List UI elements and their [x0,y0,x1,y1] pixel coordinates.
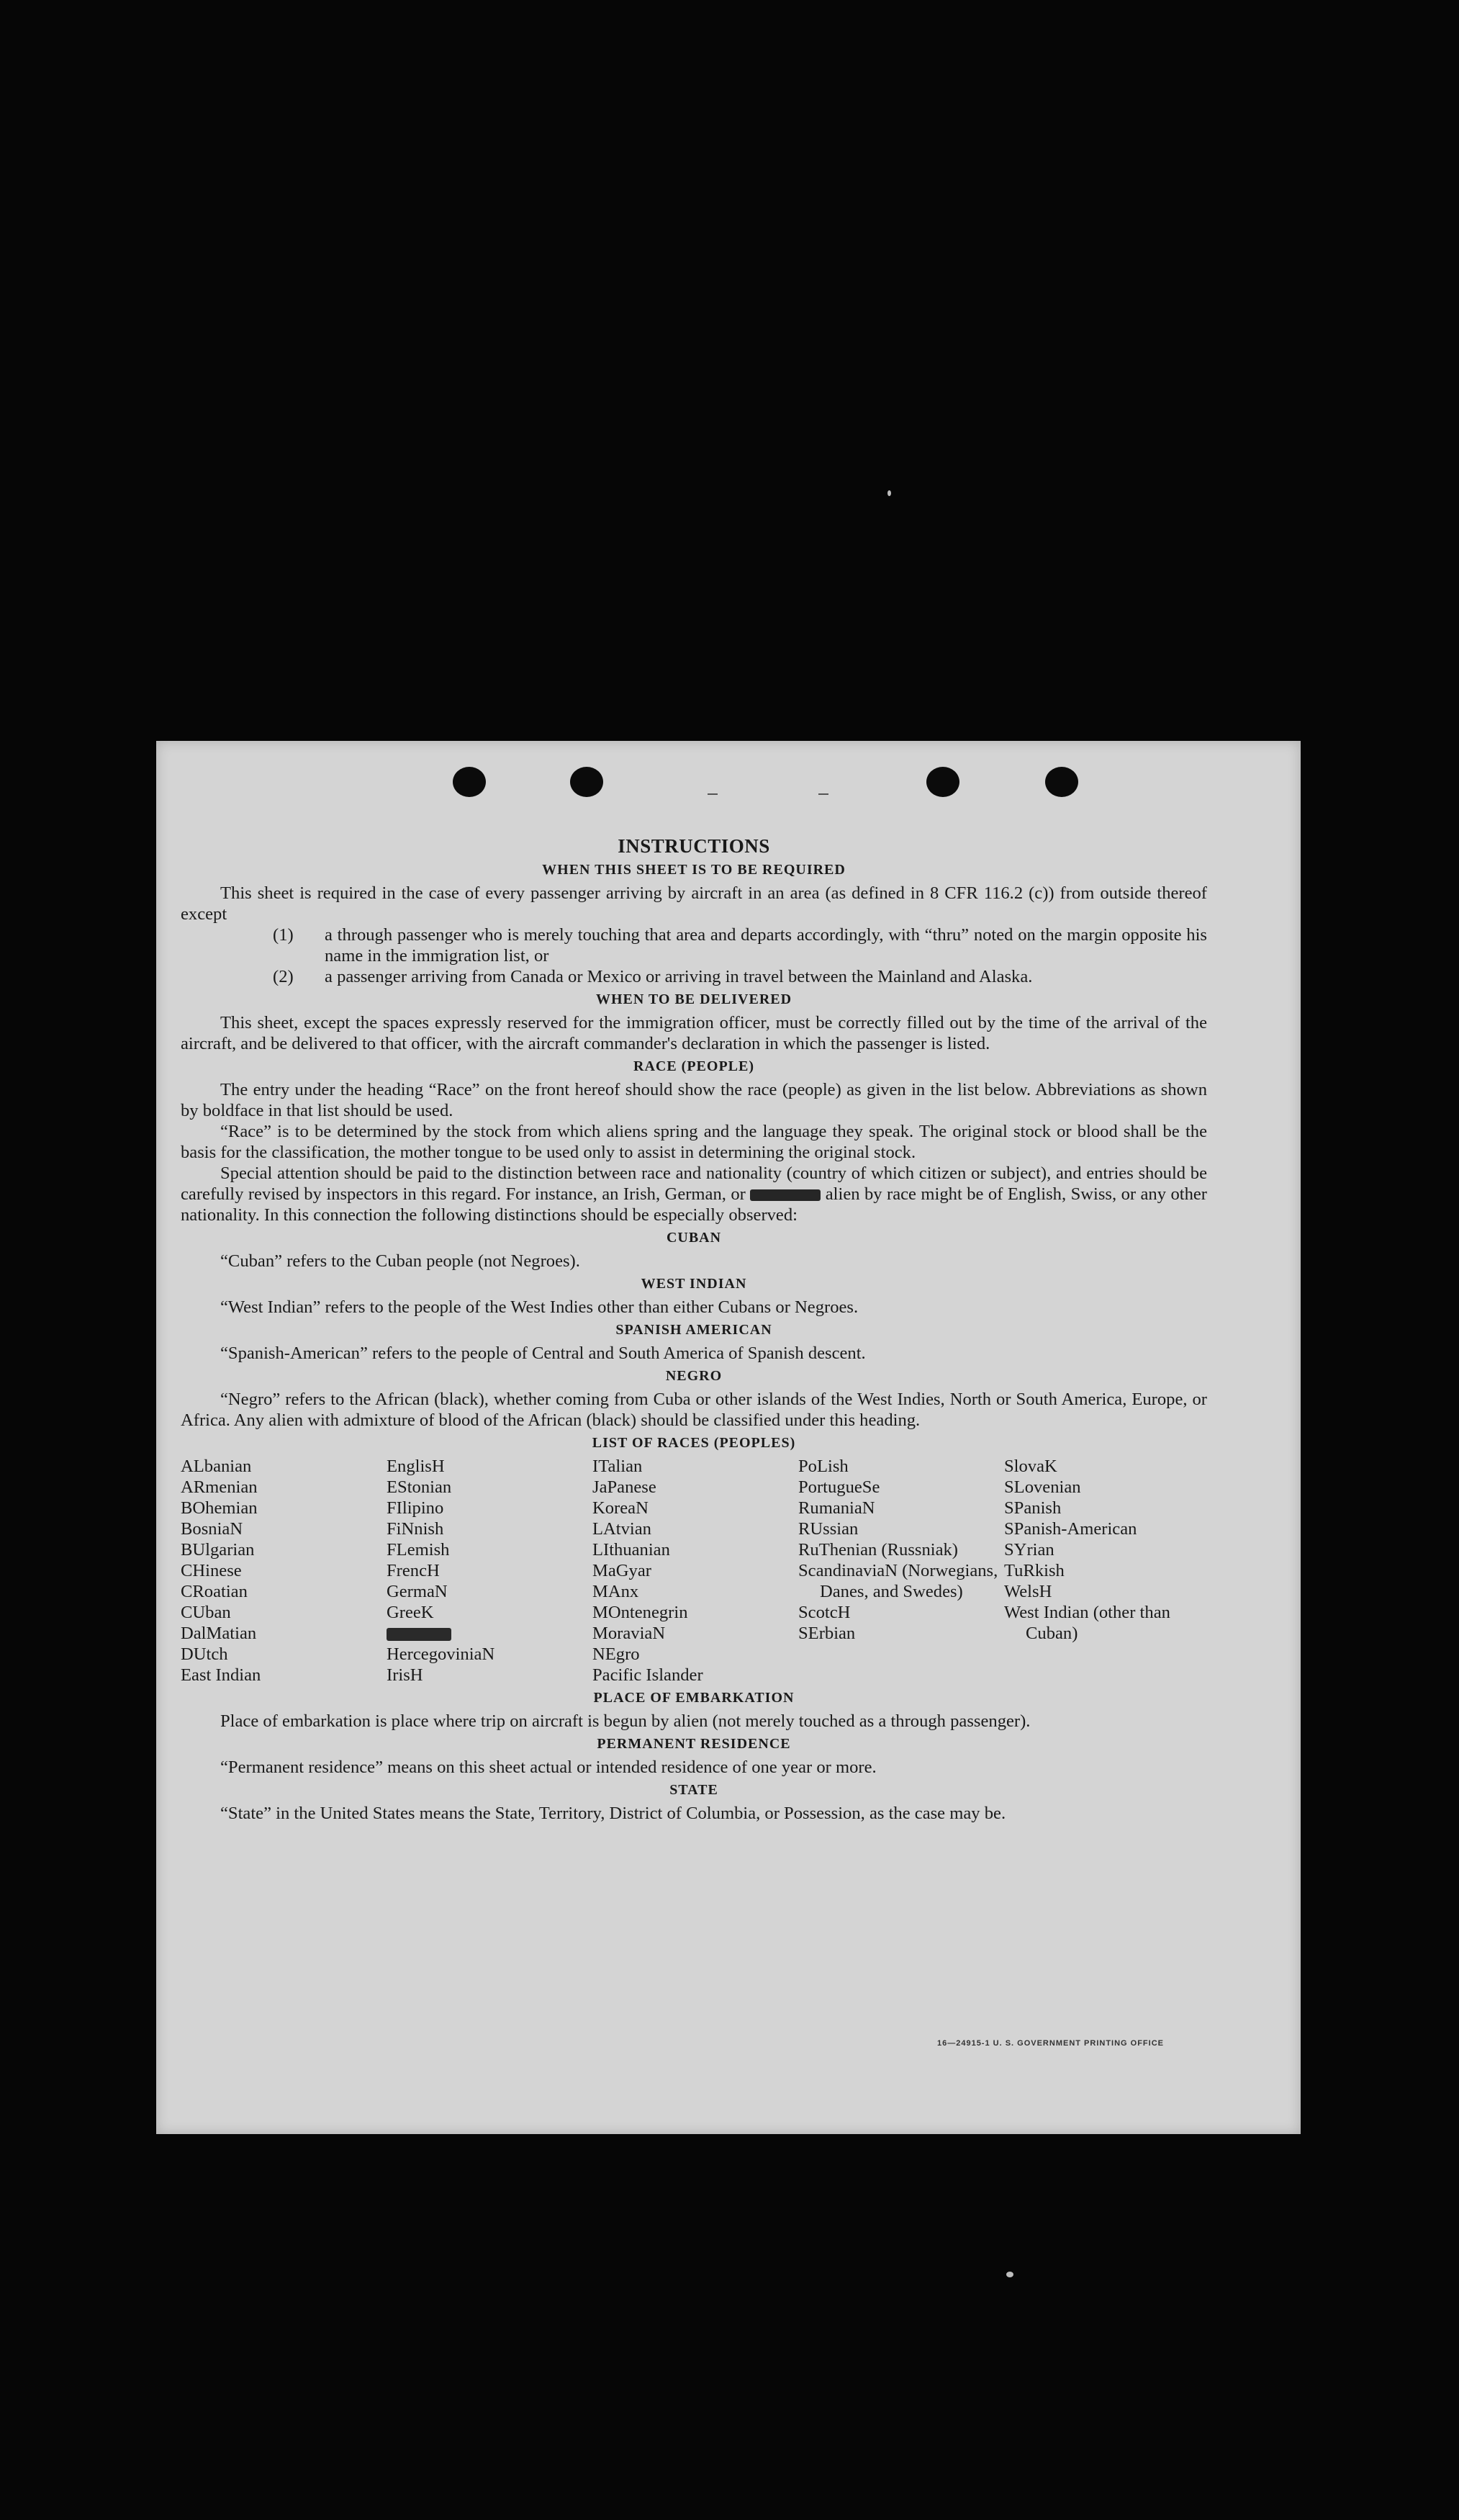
edge-mark [708,793,718,795]
race-entry: HercegoviniaN [387,1644,495,1664]
list-item [181,924,1207,966]
residence-text: “Permanent residence” means on this sheet actual or intended residence of one year or more. [220,1758,877,1777]
race-entry: KoreaN [592,1498,649,1518]
redaction-mark [750,1189,821,1201]
race-entry: BUlgarian [181,1540,255,1560]
races-column-3 [592,1456,798,1686]
page-title: INSTRUCTIONS [618,835,770,857]
race-entry: MaGyar [592,1561,651,1580]
section-heading-west-indian: WEST INDIAN [641,1276,747,1292]
races-column-4 [798,1456,1004,1686]
instructions-body [181,835,1207,1824]
redaction-mark [387,1628,451,1641]
spanish-american-text: “Spanish-American” refers to the people of Central and South America of Spanish descent. [220,1344,866,1363]
section-heading-embarkation: PLACE OF EMBARKATION [593,1690,795,1706]
negro-text: “Negro” refers to the African (black), whether coming from Cuba or other islands of the West Indies, North or South America, Europe, or Africa. Any alien with admixture of blood of the African (black) should be classified under this heading. [181,1390,1207,1430]
punch-hole [926,767,959,797]
scan-speck [1006,2272,1013,2277]
when-required-intro: This sheet is required in the case of every passenger arriving by aircraft in an area (as defined in 8 CFR 116.2 (c)) from outside thereof except [181,883,1207,924]
race-entry: FiNnish [387,1519,444,1539]
race-entry: WelsH [1004,1582,1052,1601]
race-entry: NEgro [592,1644,640,1664]
punch-hole [453,767,486,797]
race-entry: PortugueSe [798,1477,880,1497]
race-entry: PoLish [798,1457,849,1476]
race-paragraph-2: “Race” is to be determined by the stock from which aliens spring and the language they speak. The original stock or blood shall be the basis for the classification, the mother tongue to be used only to assist in determining the original stock. [181,1122,1207,1162]
punch-hole [570,767,603,797]
cuban-text: “Cuban” refers to the Cuban people (not Negroes). [220,1251,580,1271]
race-entry: SlovaK [1004,1457,1057,1476]
list-item-number: (2) [273,967,294,986]
race-entry: CRoatian [181,1582,248,1601]
race-entry: RUssian [798,1519,859,1539]
race-paragraph-3 [181,1163,1207,1225]
list-item-text: a passenger arriving from Canada or Mexico or arriving in travel between the Mainland and Alaska. [325,967,1033,986]
race-entry: EnglisH [387,1457,445,1476]
race-entry: MOntenegrin [592,1603,688,1622]
printer-imprint: 16—24915-1 U. S. GOVERNMENT PRINTING OFFICE [936,2039,1164,2048]
race-entry: ScotcH [798,1603,851,1622]
races-column-2 [387,1456,592,1686]
race-entry: FLemish [387,1540,450,1560]
west-indian-text: “West Indian” refers to the people of the West Indies other than either Cubans or Negroes. [220,1297,859,1317]
section-heading-spanish-american: SPANISH AMERICAN [615,1322,772,1338]
race-entry: RuThenian (Russniak) [798,1540,958,1560]
section-heading-residence: PERMANENT RESIDENCE [597,1736,791,1752]
race-entry: Pacific Islander [592,1665,703,1685]
race-entry: FrencH [387,1561,440,1580]
race-entry: ALbanian [181,1457,252,1476]
race-entry: BOhemian [181,1498,258,1518]
race-entry: DUtch [181,1644,228,1664]
section-heading-state: STATE [669,1782,718,1798]
race-entry: SYrian [1004,1540,1054,1560]
race-entry: FIlipino [387,1498,444,1518]
races-column-1 [181,1456,387,1686]
section-heading-cuban: CUBAN [666,1230,722,1246]
race-entry: CHinese [181,1561,242,1580]
race-entry: DalMatian [181,1624,257,1643]
punch-hole [1045,767,1078,797]
race-entry: SErbian [798,1624,856,1643]
races-column-5 [1004,1456,1207,1686]
state-text: “State” in the United States means the State, Territory, District of Columbia, or Possession, as the case may be. [220,1804,1006,1823]
race-entry: GermaN [387,1582,448,1601]
race-entry: RumaniaN [798,1498,875,1518]
race-paragraph-1: The entry under the heading “Race” on the front hereof should show the race (people) as given in the list below. Abbreviations as shown by boldface in that list should be used. [181,1080,1207,1120]
race-entry: GreeK [387,1603,434,1622]
section-heading-when-delivered: WHEN TO BE DELIVERED [595,991,792,1007]
edge-mark [818,793,828,795]
race-entry: MAnx [592,1582,639,1601]
race-entry: MoraviaN [592,1624,666,1643]
race-entry: BosniaN [181,1519,243,1539]
section-heading-negro: NEGRO [665,1368,723,1384]
list-item-text: a through passenger who is merely touching that area and departs accordingly, with “thru” noted on the margin opposite his name in the immigration list, or [325,925,1207,966]
race-entry: LAtvian [592,1519,651,1539]
race-entry: SPanish [1004,1498,1062,1518]
race-entry: ScandinaviaN (Norwegians, Danes, and Swedes) [798,1561,998,1601]
race-paragraph-3-part-b: alien by race might be of English, Swiss, or any other nationality. In this connection the following distinctions should be especially observed: [181,1184,1207,1225]
race-entry: SPanish-American [1004,1519,1137,1539]
race-entry: ARmenian [181,1477,258,1497]
race-entry: SLovenian [1004,1477,1081,1497]
race-entry: East Indian [181,1665,261,1685]
scan-speck [887,490,891,496]
when-delivered-text: This sheet, except the spaces expressly reserved for the immigration officer, must be correctly filled out by the time of the arrival of the aircraft, and be delivered to that officer, with the aircraft commander's declaration in which the passenger is listed. [181,1013,1207,1053]
race-entry-redacted [387,1623,592,1644]
race-entry: ITalian [592,1457,643,1476]
section-heading-race: RACE (PEOPLE) [633,1058,754,1074]
race-entry: JaPanese [592,1477,656,1497]
race-entry: TuRkish [1004,1561,1065,1580]
section-heading-when-required: WHEN THIS SHEET IS TO BE REQUIRED [542,862,846,878]
race-entry: CUban [181,1603,231,1622]
embarkation-text: Place of embarkation is place where trip on aircraft is begun by alien (not merely touched as a through passenger). [220,1711,1031,1731]
race-entry: EStonian [387,1477,452,1497]
race-entry: LIthuanian [592,1540,670,1560]
instruction-sheet [156,741,1301,2134]
race-entry: West Indian (other than Cuban) [1004,1603,1170,1643]
race-paragraph-3-part-a: Special attention should be paid to the distinction between race and nationality (country of which citizen or subject), and entries should be carefully revised by inspectors in this regard. For instance, an Irish, German, or [181,1164,1207,1204]
section-heading-list-of-races: LIST OF RACES (PEOPLES) [592,1435,796,1451]
race-entry: IrisH [387,1665,423,1685]
races-table [181,1456,1207,1686]
exception-list [181,924,1207,987]
list-item [181,966,1207,987]
list-item-number: (1) [273,925,294,945]
